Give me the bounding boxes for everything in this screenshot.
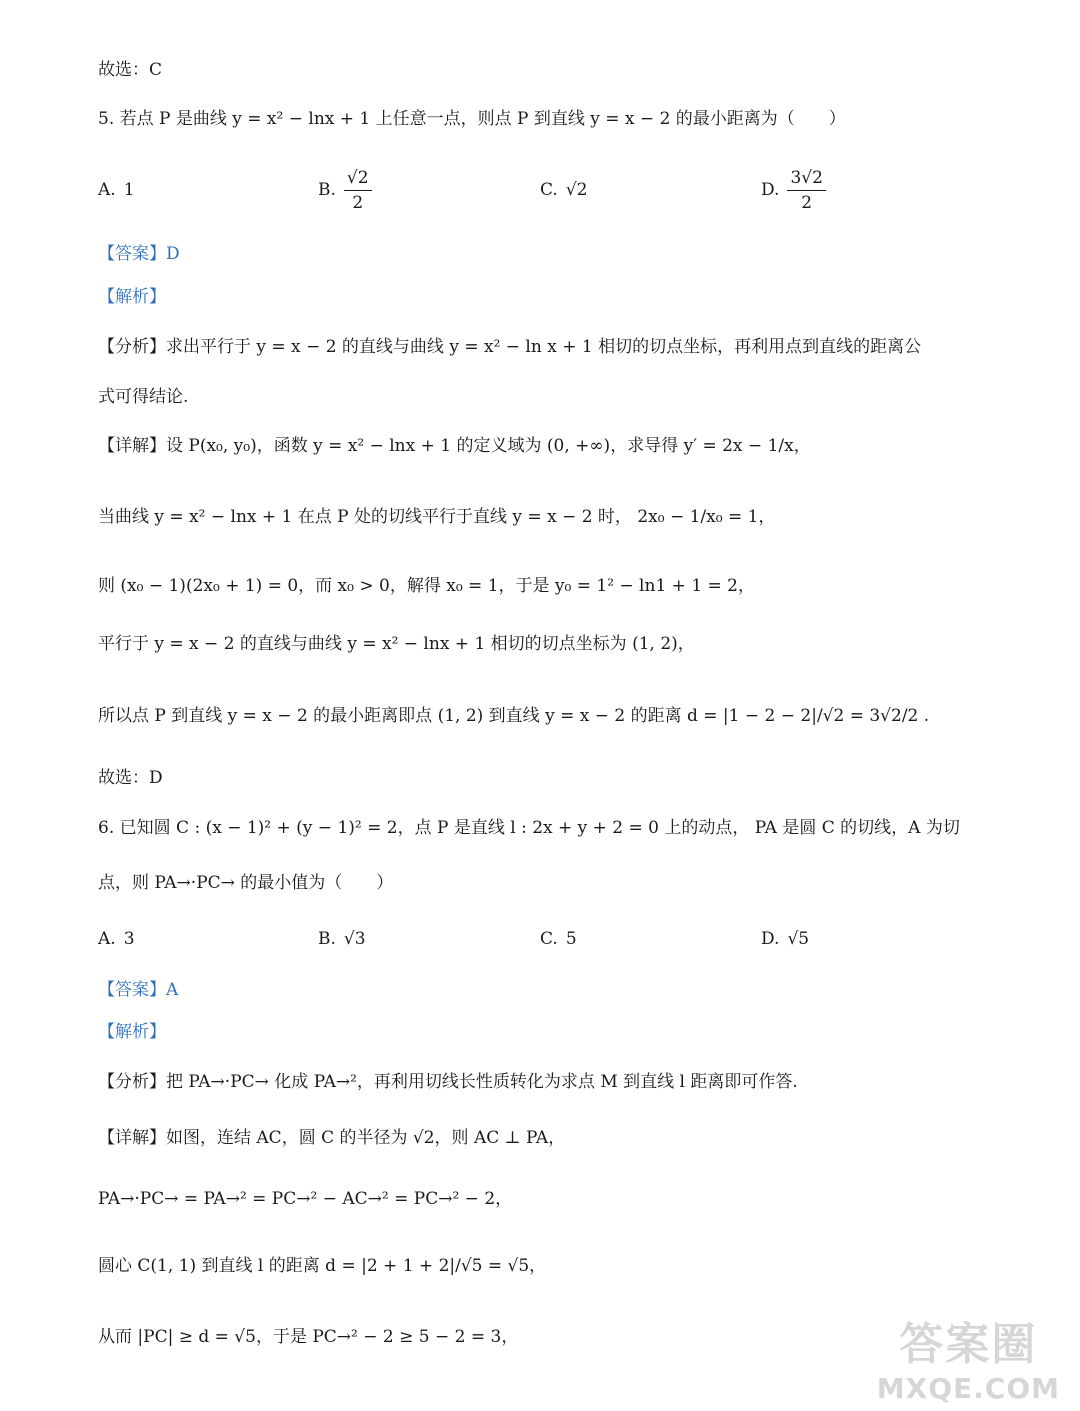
question-6-stem: 6. 已知圆 C : (x − 1)² + (y − 1)² = 2，点 P 是直线 l : 2x + y + 2 = 0 上的动点， PA 是圆 C 的切线，A 为切 bbox=[98, 818, 960, 838]
detail-text: 则 (x₀ − 1)(2x₀ + 1) = 0，而 x₀ > 0，解得 x₀ = 1，于是 y₀ = 1² − ln1 + 1 = 2， bbox=[98, 576, 755, 596]
analysis-text: 式可得结论. bbox=[98, 387, 189, 407]
detail-text: 【详解】设 P(x₀, y₀)，函数 y = x² − lnx + 1 的定义域为 (0, +∞)，求导得 y′ = 2x − 1/x， bbox=[98, 436, 811, 456]
detail-text: 平行于 y = x − 2 的直线与曲线 y = x² − lnx + 1 相切的切点坐标为 (1, 2)， bbox=[98, 634, 695, 654]
question-5-stem: 5. 若点 P 是曲线 y = x² − lnx + 1 上任意一点，则点 P 到直线 y = x − 2 的最小距离为（ ） bbox=[98, 109, 846, 129]
answer-label: 【答案】A bbox=[98, 980, 179, 1000]
answer-label: 【答案】D bbox=[98, 244, 180, 264]
question-5-choices bbox=[98, 165, 1000, 215]
analysis-text: 【分析】把 PA→·PC→ 化成 PA→²，再利用切线长性质转化为求点 M 到直线 l 距离即可作答. bbox=[98, 1072, 798, 1092]
analysis-label: 【解析】 bbox=[98, 1022, 166, 1042]
detail-text: 所以点 P 到直线 y = x − 2 的最小距离即点 (1, 2) 到直线 y = x − 2 的距离 d = |1 − 2 − 2|/√2 = 3√2/2 . bbox=[98, 706, 930, 726]
text-line: 故选：D bbox=[98, 768, 163, 788]
analysis-label: 【解析】 bbox=[98, 287, 166, 307]
choice-d: D. √5 bbox=[761, 929, 810, 949]
detail-text: 圆心 C(1, 1) 到直线 l 的距离 d = |2 + 1 + 2|/√5 = √5， bbox=[98, 1256, 547, 1276]
choice-a: A. 3 bbox=[98, 929, 135, 949]
detail-text: 【详解】如图，连结 AC，圆 C 的半径为 √2，则 AC ⊥ PA， bbox=[98, 1128, 566, 1148]
question-6-choices bbox=[98, 914, 1000, 964]
choice-b: B. √3 bbox=[318, 929, 366, 949]
detail-text: PA→·PC→ = PA→² = PC→² − AC→² = PC→² − 2， bbox=[98, 1189, 513, 1209]
question-6-stem: 点，则 PA→·PC→ 的最小值为（ ） bbox=[98, 873, 394, 893]
choice-c: C. 5 bbox=[540, 929, 577, 949]
fraction: $\frac{√2}{2}$ bbox=[344, 166, 372, 215]
choice-a: A. 1 bbox=[98, 180, 135, 200]
choice-d: D. $\frac{3√2}{2}$ bbox=[761, 165, 826, 215]
detail-text: 从而 |PC| ≥ d = √5，于是 PC→² − 2 ≥ 5 − 2 = 3， bbox=[98, 1327, 519, 1347]
choice-b: B. $\frac{√2}{2}$ bbox=[318, 165, 372, 215]
detail-text: 当曲线 y = x² − lnx + 1 在点 P 处的切线平行于直线 y = x − 2 时， 2x₀ − 1/x₀ = 1， bbox=[98, 507, 776, 527]
analysis-text: 【分析】求出平行于 y = x − 2 的直线与曲线 y = x² − ln x + 1 相切的切点坐标，再利用点到直线的距离公 bbox=[98, 337, 922, 357]
text-line: 故选：C bbox=[98, 60, 163, 80]
fraction: $\frac{3√2}{2}$ bbox=[787, 166, 825, 215]
watermark-logo: 答案圈 MXQE.COM bbox=[876, 1319, 1060, 1405]
choice-c: C. √2 bbox=[540, 180, 588, 200]
